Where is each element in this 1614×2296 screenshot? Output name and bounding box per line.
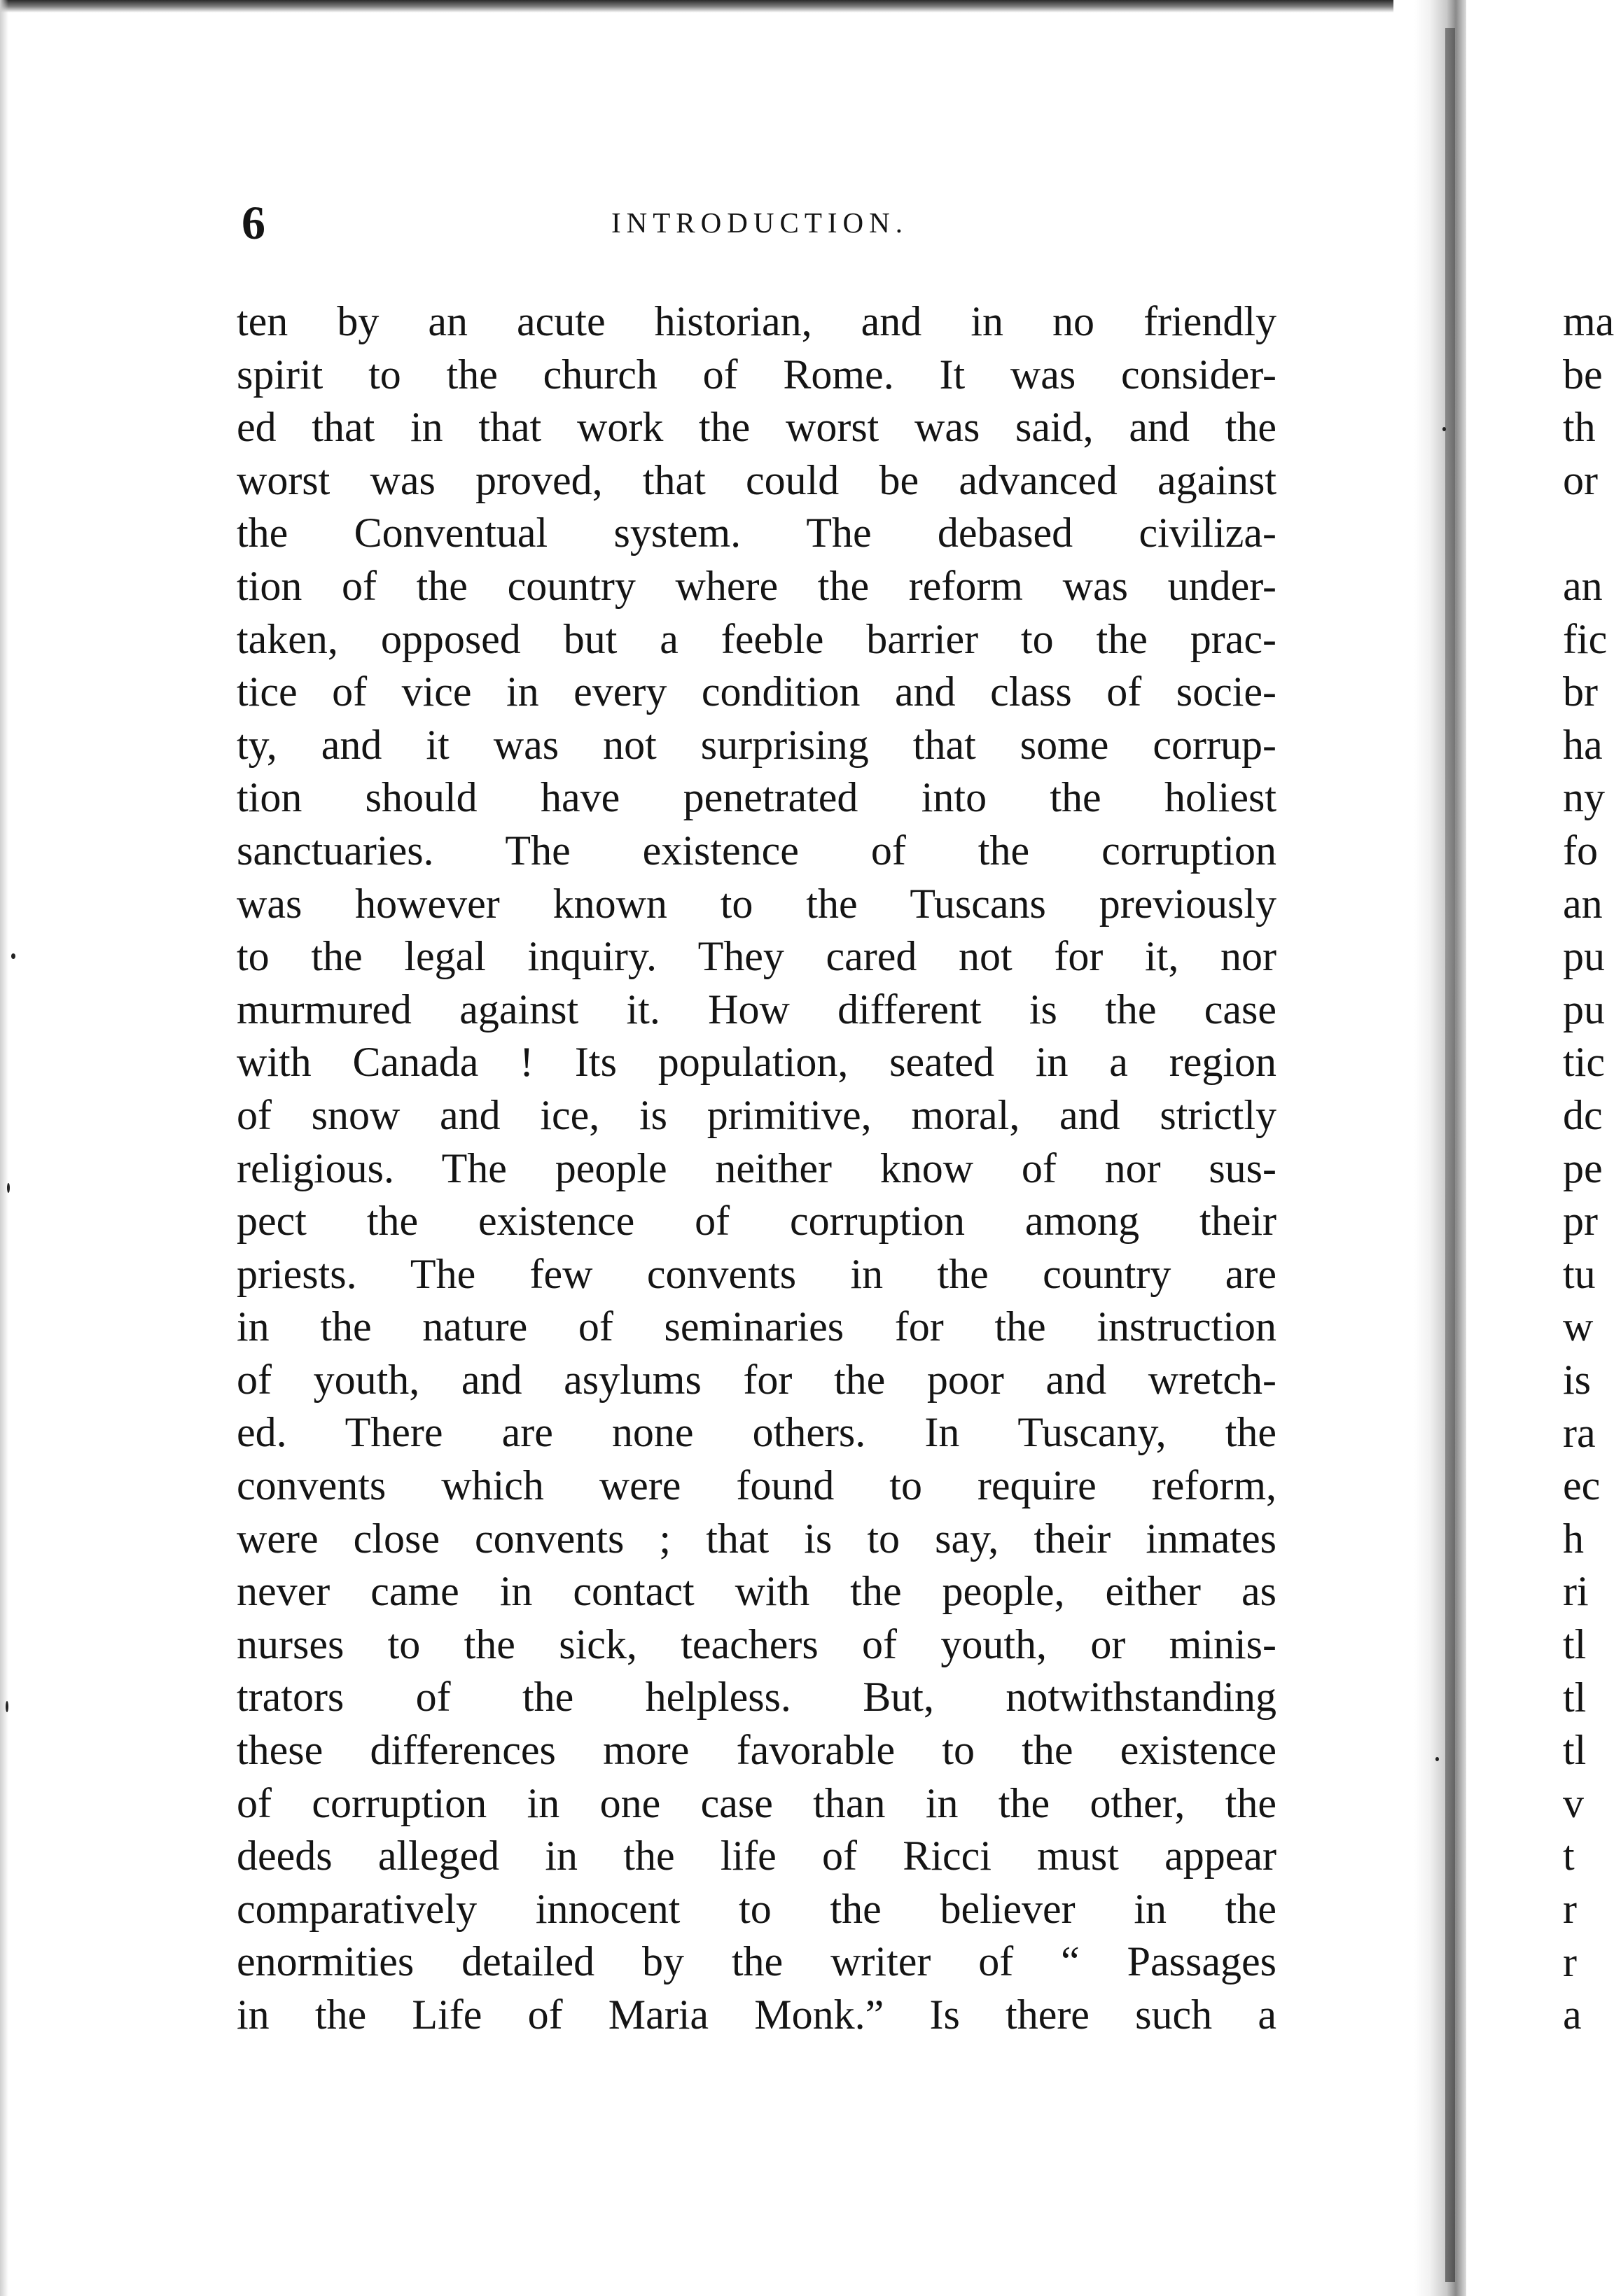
facing-page-fragment: ny <box>1563 774 1605 821</box>
facing-page-fragment: fo <box>1563 827 1598 874</box>
scan-speck <box>6 1701 8 1712</box>
scan-speck <box>1442 427 1446 431</box>
facing-page-fragment: th <box>1563 404 1596 451</box>
facing-page-fragment: pe <box>1563 1144 1603 1191</box>
text-line: comparatively innocent to the believer in the <box>237 1885 1276 1932</box>
facing-page-fragment: tl <box>1563 1674 1587 1721</box>
text-line: worst was proved, that could be advanced against <box>237 456 1276 503</box>
text-line: taken, opposed but a feeble barrier to the prac- <box>237 615 1276 662</box>
text-line: of snow and ice, is primitive, moral, and strictly <box>237 1091 1276 1138</box>
text-line: spirit to the church of Rome. It was consider- <box>237 351 1276 398</box>
text-line: religious. The people neither know of nor sus- <box>237 1144 1276 1191</box>
scan-speck <box>7 1183 10 1193</box>
text-line: never came in contact with the people, either as <box>237 1568 1276 1615</box>
facing-page-fragment: an <box>1563 563 1603 609</box>
facing-page-fragment: ec <box>1563 1462 1601 1509</box>
facing-page-fragment: v <box>1563 1779 1584 1826</box>
page-header <box>242 195 1278 251</box>
book-gutter <box>1414 0 1466 2296</box>
text-line: sanctuaries. The existence of the corruption <box>237 827 1276 874</box>
text-line: was however known to the Tuscans previously <box>237 880 1276 927</box>
facing-page-fragment: ma <box>1563 298 1614 344</box>
text-line: trators of the helpless. But, notwithstanding <box>237 1674 1276 1721</box>
facing-page-edge <box>1563 0 1614 2296</box>
facing-page-fragment: fic <box>1563 615 1608 662</box>
text-line: ed. There are none others. In Tuscany, the <box>237 1409 1276 1456</box>
facing-page-fragment: tl <box>1563 1621 1587 1667</box>
text-line: pect the existence of corruption among their <box>237 1198 1276 1245</box>
text-line: of corruption in one case than in the other, the <box>237 1779 1276 1826</box>
text-line: in the Life of Maria Monk.” Is there such a <box>237 1991 1276 2038</box>
gutter-shadow <box>1445 28 1455 2282</box>
facing-page-fragment: pr <box>1563 1198 1598 1245</box>
text-line: deeds alleged in the life of Ricci must appear <box>237 1833 1276 1879</box>
facing-page-fragment: br <box>1563 668 1598 715</box>
text-line: ty, and it was not surprising that some corrup- <box>237 721 1276 768</box>
scan-speck <box>11 953 15 959</box>
text-line: were close convents ; that is to say, their inmates <box>237 1515 1276 1562</box>
text-line: these differences more favorable to the existence <box>237 1727 1276 1774</box>
text-line: to the legal inquiry. They cared not for it, nor <box>237 933 1276 980</box>
text-line: tice of vice in every condition and class of socie- <box>237 668 1276 715</box>
text-line: ed that in that work the worst was said, and the <box>237 404 1276 451</box>
text-line: with Canada ! Its population, seated in a region <box>237 1039 1276 1086</box>
facing-page-fragment: is <box>1563 1357 1592 1403</box>
facing-page-fragment: pu <box>1563 933 1605 980</box>
facing-page-fragment: be <box>1563 351 1603 398</box>
facing-page-fragment: pu <box>1563 986 1605 1032</box>
scan-speck <box>1435 1757 1439 1761</box>
running-head: INTRODUCTION. <box>611 206 908 239</box>
text-line: in the nature of seminaries for the instruction <box>237 1303 1276 1350</box>
facing-page-fragment: ri <box>1563 1568 1589 1615</box>
text-line: murmured against it. How different is the case <box>237 986 1276 1032</box>
body-text <box>237 295 1276 2042</box>
text-line: of youth, and asylums for the poor and wretch- <box>237 1356 1276 1403</box>
facing-page-fragment: t <box>1563 1833 1575 1879</box>
text-line: ten by an acute historian, and in no friendly <box>237 298 1276 344</box>
page-left-edge-shadow <box>0 0 8 2296</box>
facing-page-fragment: or <box>1563 456 1598 503</box>
facing-page-fragment: tu <box>1563 1250 1596 1297</box>
text-line: enormities detailed by the writer of “ Passages <box>237 1938 1276 1985</box>
page-top-edge-shadow <box>0 0 1393 13</box>
facing-page-fragment: ha <box>1563 721 1603 768</box>
facing-page-fragment: an <box>1563 880 1603 927</box>
text-line: tion of the country where the reform was under- <box>237 562 1276 609</box>
facing-page-fragment: dc <box>1563 1092 1603 1138</box>
facing-page-fragment: ra <box>1563 1409 1596 1456</box>
text-line: tion should have penetrated into the holiest <box>237 774 1276 821</box>
text-line: convents which were found to require reform, <box>237 1462 1276 1509</box>
text-line: nurses to the sick, teachers of youth, or minis- <box>237 1620 1276 1667</box>
facing-page-fragment: tl <box>1563 1727 1587 1774</box>
facing-page-fragment: w <box>1563 1303 1594 1350</box>
facing-page-fragment: a <box>1563 1991 1582 2038</box>
text-line: priests. The few convents in the country are <box>237 1250 1276 1297</box>
facing-page-fragment: r <box>1563 1886 1577 1932</box>
facing-page-fragment: h <box>1563 1515 1584 1562</box>
facing-page-fragment: r <box>1563 1938 1577 1985</box>
text-line: the Conventual system. The debased civiliza- <box>237 510 1276 556</box>
page-number: 6 <box>242 196 265 249</box>
facing-page-fragment: tic <box>1563 1039 1605 1086</box>
